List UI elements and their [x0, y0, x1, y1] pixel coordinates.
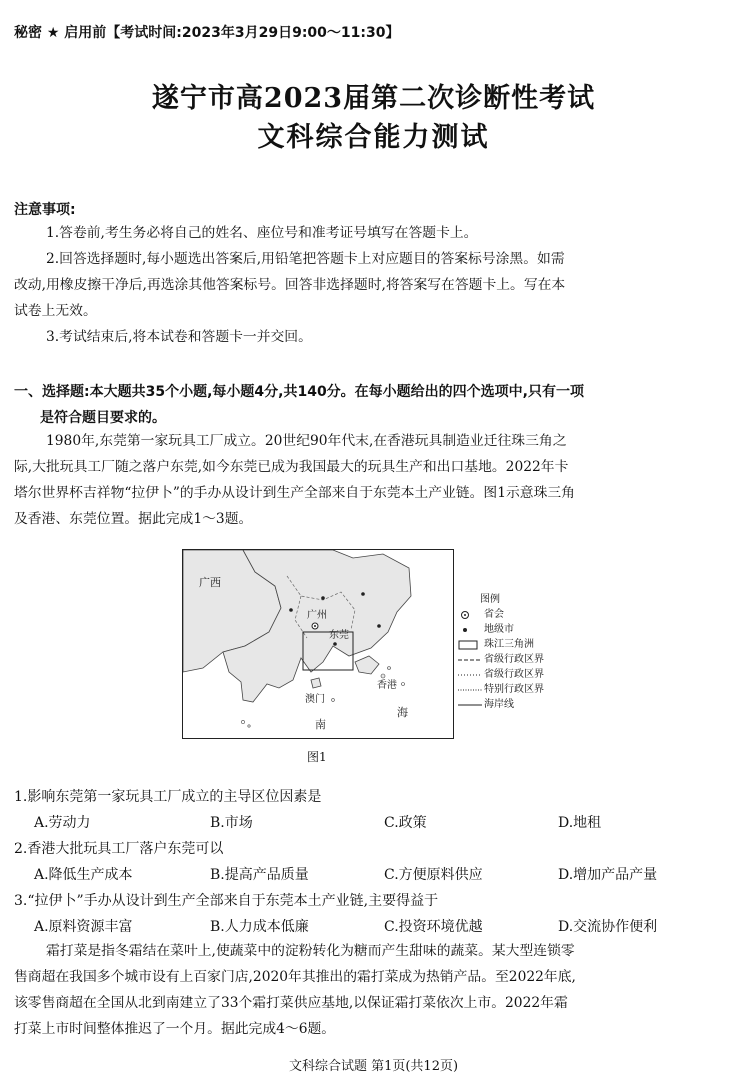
legend-item-prd: 珠江三角洲 [484, 639, 534, 650]
note-item-2-line-2: 改动,用橡皮擦干净后,再选涂其他答案标号。回答非选择题时,将答案写在答题卡上。写在本 [14, 277, 566, 293]
map-legend [458, 592, 568, 712]
page-footer: 文科综合试题 第1页(共12页) [288, 1059, 459, 1074]
note-item-2-line-3: 试卷上无效。 [14, 303, 97, 319]
passage1-line-1: 1980年,东莞第一家玩具工厂成立。20世纪90年代末,在香港玩具制造业迁往珠三角之 [46, 433, 567, 449]
section-heading-line-1: 一、选择题:本大题共35个小题,每小题4分,共140分。在每小题给出的四个选项中,只有一项 [14, 384, 584, 400]
note-item-1: 1.答卷前,考生务必将自己的姓名、座位号和准考证号填写在答题卡上。 [46, 225, 478, 241]
boundary-dash-icon [458, 655, 484, 665]
q3-option-c[interactable]: C.投资环境优越 [384, 919, 483, 935]
capital-icon [458, 610, 484, 620]
legend-item-boundary-1: 省级行政区界 [484, 654, 544, 665]
hongkong-region [355, 656, 379, 674]
label-aomen: 澳门 [305, 694, 325, 705]
passage1-line-4: 及香港、东莞位置。据此完成1～3题。 [14, 511, 253, 527]
q2-option-b[interactable]: B.提高产品质量 [210, 867, 309, 883]
passage1-line-3: 塔尔世界杯吉祥物“拉伊卜”的手办从设计到生产全部来自于东莞本土产业链。图1示意珠三角 [14, 485, 575, 501]
label-guangxi: 广西 [199, 576, 221, 589]
pearl-river-delta-map [182, 549, 454, 739]
exam-time-header: 秘密 ★ 启用前【考试时间:2023年3月29日9:00～11:30】 [14, 25, 400, 41]
label-xianggang: 香港 [377, 680, 397, 691]
q3-option-b[interactable]: B.人力成本低廉 [210, 919, 309, 935]
dongguan-marker [333, 642, 337, 646]
question-3-stem: 3.“拉伊卜”手办从设计到生产全部来自于东莞本土产业链,主要得益于 [14, 893, 439, 909]
note-item-3: 3.考试结束后,将本试卷和答题卡一并交回。 [46, 329, 312, 345]
question-1-stem: 1.影响东莞第一家玩具工厂成立的主导区位因素是 [14, 789, 322, 805]
legend-item-city: 地级市 [484, 624, 514, 635]
legend-title: 图例 [480, 594, 500, 605]
label-hai: 海 [397, 706, 408, 719]
coastline-icon [458, 700, 484, 710]
legend-item-special-boundary: 特别行政区界 [484, 684, 544, 695]
section-heading-line-2: 是符合题目要求的。 [40, 410, 166, 426]
legend-item-boundary-2: 省级行政区界 [484, 669, 544, 680]
legend-item-coastline: 海岸线 [484, 699, 514, 710]
q1-option-a[interactable]: A.劳动力 [34, 815, 91, 831]
passage2-line-4: 打菜上市时间整体推迟了一个月。据此完成4～6题。 [14, 1021, 336, 1037]
q1-option-b[interactable]: B.市场 [210, 815, 253, 831]
q1-option-c[interactable]: C.政策 [384, 815, 427, 831]
exam-title: 遂宁市高2023届第二次诊断性考试 [151, 83, 596, 114]
q1-option-d[interactable]: D.地租 [558, 815, 602, 831]
boundary-dot-icon [458, 670, 484, 680]
label-guangzhou: 广州 [307, 610, 327, 621]
q2-option-a[interactable]: A.降低生产成本 [34, 867, 133, 883]
label-nan: 南 [315, 718, 326, 731]
label-dongguan: 东莞 [329, 630, 349, 641]
passage2-line-3: 该零售商超在全国从北到南建立了33个霜打菜供应基地,以保证霜打菜依次上市。2022年霜 [14, 995, 568, 1011]
exam-subtitle: 文科综合能力测试 [257, 122, 490, 153]
passage1-line-2: 际,大批玩具工厂随之落户东莞,如今东莞已成为我国最大的玩具生产和出口基地。2022年卡 [14, 459, 569, 475]
legend-item-capital: 省会 [484, 609, 504, 620]
passage2-line-2: 售商超在我国多个城市设有上百家门店,2020年其推出的霜打菜成为热销产品。至2022年底, [14, 969, 576, 985]
q2-option-d[interactable]: D.增加产品产量 [558, 867, 658, 883]
question-2-stem: 2.香港大批玩具工厂落户东莞可以 [14, 841, 224, 857]
passage2-line-1: 霜打菜是指冬霜结在菜叶上,使蔬菜中的淀粉转化为糖而产生甜味的蔬菜。某大型连锁零 [46, 943, 575, 959]
map-drawing [183, 550, 453, 738]
note-item-2-line-1: 2.回答选择题时,每小题选出答案后,用铅笔把答题卡上对应题目的答案标号涂黑。如需 [46, 251, 565, 267]
prd-box-icon [458, 640, 484, 650]
q3-option-a[interactable]: A.原料资源丰富 [34, 919, 133, 935]
special-boundary-icon [458, 685, 484, 695]
figure-caption: 图1 [307, 750, 327, 764]
macau-region [311, 678, 321, 688]
q3-option-d[interactable]: D.交流协作便利 [558, 919, 658, 935]
notes-heading: 注意事项: [14, 202, 76, 218]
city-icon [458, 625, 484, 635]
q2-option-c[interactable]: C.方便原料供应 [384, 867, 483, 883]
